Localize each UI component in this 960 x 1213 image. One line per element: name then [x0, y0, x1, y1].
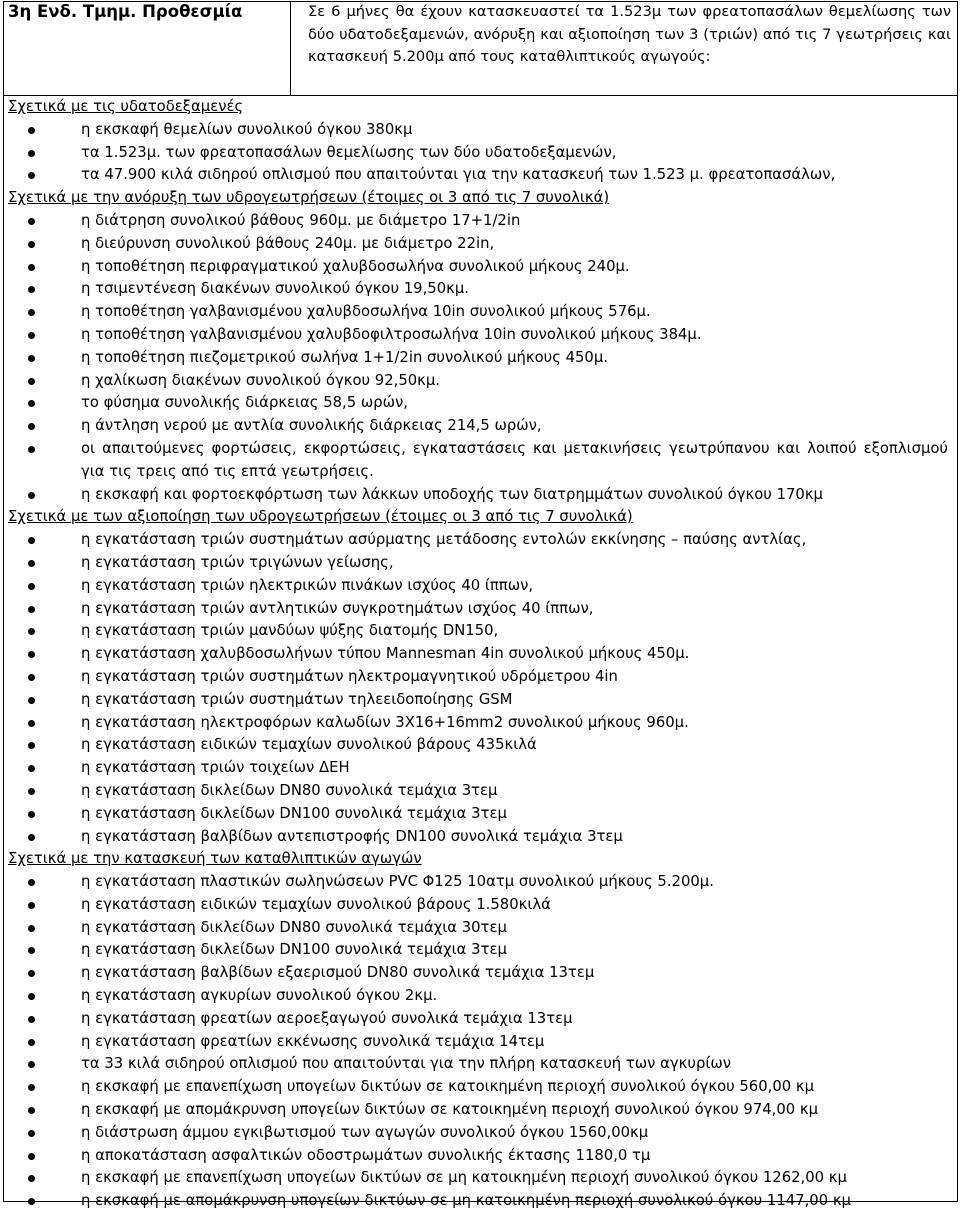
section-list — [8, 529, 948, 848]
list-item: η εγκατάσταση τριών ηλεκτρικών πινάκων ισχύος 40 ίππων, — [8, 575, 948, 598]
header-description: Σε 6 μήνες θα έχουν κατασκευαστεί τα 1.523μ των φρεατοπασάλων θεμελίωσης των δύο υδατοδεξαμενών, ανόρυξη και αξιοποίηση των 3 (τριών) από τις 7 γεωτρήσεις και κατασκευή 5.200μ από τους καταθλιπτικούς αγωγούς: — [308, 3, 951, 65]
list-item: η τοποθέτηση περιφραγματικού χαλυβδοσωλήνα συνολικού μήκους 240μ. — [8, 256, 948, 279]
section-list — [8, 119, 948, 187]
list-item: η εγκατάσταση φρεατίων αεροεξαγωγού συνολικά τεμάχια 13τεμ — [8, 1008, 948, 1031]
list-item: τα 47.900 κιλά σιδηρού οπλισμού που απαιτούνται για την κατασκευή των 1.523 μ. φρεατοπασάλων, — [8, 164, 948, 187]
list-item: η εγκατάσταση δικλείδων DN100 συνολικά τεμάχια 3τεμ — [8, 803, 948, 826]
section-heading: Σχετικά με την ανόρυξη των υδρογεωτρήσεων (έτοιμες οι 3 από τις 7 συνολικά) — [8, 189, 610, 207]
document-body — [8, 96, 948, 1213]
header-title — [8, 1, 291, 96]
section-list — [8, 871, 948, 1213]
list-item: η εκσκαφή με επανεπίχωση υπογείων δικτύων σε μη κατοικημένη περιοχή συνολικού όγκου 1262,00 κμ — [8, 1167, 948, 1190]
list-item: η εγκατάσταση δικλείδων DN100 συνολικά τεμάχια 3τεμ — [8, 939, 948, 962]
list-item: η εγκατάσταση βαλβίδων αντεπιστροφής DN100 συνολικά τεμάχια 3τεμ — [8, 826, 948, 849]
list-item: η εκσκαφή και φορτοεκφόρτωση των λάκκων υποδοχής των διατρημμάτων συνολικού όγκου 170κμ — [8, 484, 948, 507]
list-item: η εγκατάσταση ειδικών τεμαχίων συνολικού βάρους 435κιλά — [8, 734, 948, 757]
list-item: η εκσκαφή με επανεπίχωση υπογείων δικτύων σε κατοικημένη περιοχή συνολικού όγκου 560,00 κμ — [8, 1076, 948, 1099]
list-item: το φύσημα συνολικής διάρκειας 58,5 ωρών, — [8, 392, 948, 415]
list-item: η εκσκαφή με απομάκρυνση υπογείων δικτύων σε κατοικημένη περιοχή συνολικού όγκου 974,00 κμ — [8, 1099, 948, 1122]
list-item: η εγκατάσταση τριών συστημάτων ηλεκτρομαγνητικού υδρόμετρου 4in — [8, 666, 948, 689]
list-item: η εγκατάσταση βαλβίδων εξαερισμού DN80 συνολικά τεμάχια 13τεμ — [8, 962, 948, 985]
list-item: η εγκατάσταση φρεατίων εκκένωσης συνολικά τεμάχια 14τεμ — [8, 1031, 948, 1054]
list-item: η εγκατάσταση τριών τριγώνων γείωσης, — [8, 552, 948, 575]
list-item: η άντληση νερού με αντλία συνολικής διάρκειας 214,5 ωρών, — [8, 415, 948, 438]
section-heading: Σχετικά με των αξιοποίηση των υδρογεωτρήσεων (έτοιμες οι 3 από τις 7 συνολικά) — [8, 508, 633, 526]
list-item: η εγκατάσταση δικλείδων DN80 συνολικά τεμάχια 3τεμ — [8, 780, 948, 803]
list-item: τα 33 κιλά σιδηρού οπλισμού που απαιτούνται για την πλήρη κατασκευή των αγκυρίων — [8, 1053, 948, 1076]
list-item: οι απαιτούμενες φορτώσεις, εκφορτώσεις, εγκαταστάσεις και μετακινήσεις γεωτρύπανου και λοιπού εξοπλισμού για τις τρεις από τις επτά γεωτρήσεις. — [8, 438, 948, 484]
header-row — [3, 1, 958, 96]
list-item: η τοποθέτηση πιεζομετρικού σωλήνα 1+1/2in συνολικού μήκους 450μ. — [8, 347, 948, 370]
list-item: η χαλίκωση διακένων συνολικού όγκου 92,50κμ. — [8, 370, 948, 393]
section-list — [8, 210, 948, 506]
list-item: η διάτρηση συνολικού βάθους 960μ. με διάμετρο 17+1/2in — [8, 210, 948, 233]
header-title-text: 3η Ενδ. Τμημ. Προθεσμία — [8, 2, 243, 21]
list-item: η εκσκαφή με απομάκρυνση υπογείων δικτύων σε μη κατοικημένη περιοχή συνολικού όγκου 1147,00 κμ — [8, 1190, 948, 1213]
list-item: η τοποθέτηση γαλβανισμένου χαλυβδοφιλτροσωλήνα 10in συνολικού μήκους 384μ. — [8, 324, 948, 347]
list-item: η τοποθέτηση γαλβανισμένου χαλυβδοσωλήνα 10in συνολικού μήκους 576μ. — [8, 301, 948, 324]
list-item: η εγκατάσταση χαλυβδοσωλήνων τύπου Mannesman 4in συνολικού μήκους 450μ. — [8, 643, 948, 666]
list-item: η εγκατάσταση αγκυρίων συνολικού όγκου 2κμ. — [8, 985, 948, 1008]
section-heading: Σχετικά με τις υδατοδεξαμενές — [8, 98, 244, 115]
list-item: η τσιμεντένεση διακένων συνολικού όγκου 19,50κμ. — [8, 278, 948, 301]
list-item: η εγκατάσταση δικλείδων DN80 συνολικά τεμάχια 30τεμ — [8, 917, 948, 940]
list-item: η εγκατάσταση τριών συστημάτων ασύρματης μετάδοσης εντολών εκκίνησης – παύσης αντλίας, — [8, 529, 948, 552]
list-item: η διάστρωση άμμου εγκιβωτισμού των αγωγών συνολικού όγκου 1560,00κμ — [8, 1122, 948, 1145]
list-item: η εγκατάσταση τριών αντλητικών συγκροτημάτων ισχύος 40 ίππων, — [8, 598, 948, 621]
list-item: η εγκατάσταση ειδικών τεμαχίων συνολικού βάρους 1.580κιλά — [8, 894, 948, 917]
section-heading: Σχετικά με την κατασκευή των καταθλιπτικών αγωγών — [8, 850, 422, 868]
list-item: η εγκατάσταση ηλεκτροφόρων καλωδίων 3Χ16+16mm2 συνολικού μήκους 960μ. — [8, 712, 948, 735]
list-item: η αποκατάσταση ασφαλτικών οδοστρωμάτων συνολικής έκτασης 1180,0 τμ — [8, 1145, 948, 1168]
list-item: η εγκατάσταση πλαστικών σωληνώσεων PVC Φ125 10ατμ συνολικού μήκους 5.200μ. — [8, 871, 948, 894]
list-item: τα 1.523μ. των φρεατοπασάλων θεμελίωσης των δύο υδατοδεξαμενών, — [8, 142, 948, 165]
list-item: η εκσκαφή θεμελίων συνολικού όγκου 380κμ — [8, 119, 948, 142]
list-item: η εγκατάσταση τριών μανδύων ψύξης διατομής DN150, — [8, 620, 948, 643]
list-item: η διεύρυνση συνολικού βάθους 240μ. με διάμετρο 22in, — [8, 233, 948, 256]
list-item: η εγκατάσταση τριών τοιχείων ΔΕΗ — [8, 757, 948, 780]
list-item: η εγκατάσταση τριών συστημάτων τηλεειδοποίησης GSM — [8, 689, 948, 712]
